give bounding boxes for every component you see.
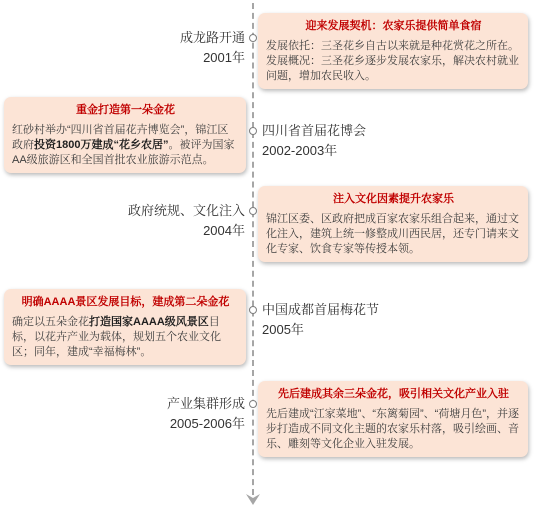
event-card-paragraph [266, 212, 521, 257]
milestone-title: 中国成都首届梅花节 [262, 302, 380, 317]
milestone-title: 四川省首届花博会 [262, 123, 367, 138]
milestone-title: 成龙路开通 [179, 30, 245, 45]
milestone-label [262, 121, 452, 161]
event-card-title: 先后建成其余三朵金花，吸引相关文化产业入驻 [278, 388, 509, 400]
event-card-paragraph [12, 123, 239, 168]
milestone-period: 2005-2006年 [169, 416, 245, 431]
milestone-label [95, 28, 245, 68]
event-card-title: 重金打造第一朵金花 [76, 104, 175, 116]
event-card-title: 明确AAAA景区发展目标，建成第二朵金花 [21, 296, 230, 308]
event-card-text: 确定以五朵金花 [12, 316, 89, 328]
event-card-text: 发展概况：三圣花乡逐步发展农家乐，解决农村就业问题，增加农民收入。 [266, 55, 519, 82]
event-card-paragraph [266, 407, 521, 452]
event-card [258, 13, 528, 89]
event-card-emphasis: 投资1800万建成“花乡农居” [34, 139, 169, 151]
milestone-period: 2004年 [203, 223, 245, 238]
milestone-period: 2005年 [262, 322, 304, 337]
event-card-paragraph [12, 315, 239, 360]
arrow-head [246, 494, 260, 505]
event-card-text: 发展依托：三圣花乡自古以来就是种花赏花之所在。 [266, 40, 519, 52]
timeline-node [249, 34, 257, 42]
milestone-label [262, 300, 452, 340]
event-card-title: 注入文化因素提升农家乐 [333, 193, 454, 205]
event-card [4, 289, 246, 365]
milestone-period: 2001年 [203, 50, 245, 65]
event-card-emphasis: 打造国家AAAA级风景区 [89, 316, 209, 328]
milestone-label [95, 394, 245, 434]
milestone-title: 产业集群形成 [166, 396, 245, 411]
timeline-node [249, 207, 257, 215]
timeline-node [249, 306, 257, 314]
event-card-text: 先后建成“江家菜地”、“东篱菊园”、“荷塘月色”，并逐步打造成不同文化主题的农家乐村落，吸引绘画、音乐、雕刻等文化企业入驻发展。 [266, 408, 519, 450]
event-card-text: 锦江区委、区政府把成百家农家乐组合起来，通过文化注入，建筑上统一修整成川西民居，还专门请来文化专家、饮食专家等传授本领。 [266, 213, 519, 255]
arrow-down-icon-shape [246, 494, 260, 506]
milestone-period: 2002-2003年 [262, 143, 338, 158]
event-card-text: 红砂村举办“四川省首届花卉博览会”，锦江区政府 [12, 124, 229, 151]
event-card-text: 。被评为国家AA级旅游区和全国首批农业旅游示范点。 [12, 139, 235, 166]
timeline-node [249, 400, 257, 408]
event-card [4, 97, 246, 173]
milestone-title: 政府统规、文化注入 [127, 203, 245, 218]
event-card-paragraph [266, 39, 521, 54]
arrow-down-icon [246, 494, 260, 506]
milestone-label [95, 201, 245, 241]
event-card-paragraph [266, 54, 521, 84]
timeline-axis [252, 3, 254, 495]
event-card [258, 381, 528, 457]
timeline-node [249, 127, 257, 135]
event-card [258, 186, 528, 262]
event-card-text: 目标，以花卉产业为载体，规划五个农业文化区；同年，建成“幸福梅林”。 [12, 316, 221, 358]
event-card-title: 迎来发展契机：农家乐提供简单食宿 [305, 20, 482, 32]
